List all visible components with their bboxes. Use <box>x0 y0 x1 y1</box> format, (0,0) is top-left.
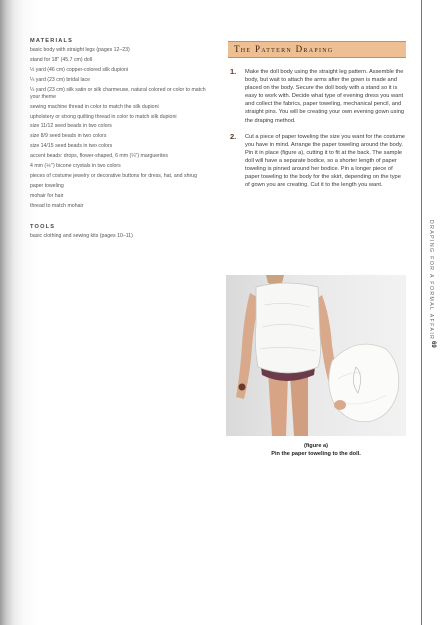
tools-heading: TOOLS <box>30 223 56 230</box>
materials-item: 4 mm (⅙") bicone crystals in two colors <box>30 163 121 170</box>
materials-item: pieces of costume jewelry or decorative buttons for dress, hat, and shrug <box>30 173 197 180</box>
steps-list <box>228 68 406 189</box>
materials-item: thread to match mohair <box>30 203 84 210</box>
materials-item: ¼ yard (23 cm) bridal lace <box>30 76 90 83</box>
step-text: Cut a piece of paper toweling the size you want for the costume you have in mind. Arrange the paper toweling around the body. Pin it in place (figure a), cutting it to fit at the back. The sample doll will have a separate bodice, so a shorter length of paper toweling is pinned around her bodice. Pin a longer piece of paper toweling to the body for the skirt, depending on the type of gown you are creating. Cut it to the length you want. <box>245 133 405 189</box>
step-number: 2. <box>230 131 237 141</box>
materials-item: accent beads: drops, flower-shaped, 6 mm (¼") marguerites <box>30 153 168 160</box>
page-number: 69 <box>430 341 436 348</box>
step-number: 1. <box>230 67 237 76</box>
materials-item: size 11/12 seed beads in two colors <box>30 123 112 130</box>
pattern-column <box>228 41 406 197</box>
materials-item: sewing machine thread in color to match the silk dupioni <box>30 103 159 110</box>
doll-bracelet <box>239 384 246 391</box>
materials-item: paper toweling <box>30 183 64 190</box>
materials-item: mohair for hair <box>30 193 64 200</box>
materials-item: stand for 18" (45.7 cm) doll <box>30 56 93 63</box>
materials-column <box>30 38 210 243</box>
figure-label: (figure a) <box>304 443 328 449</box>
tools-item: basic clothing and sewing kits (pages 10–11) <box>30 232 133 239</box>
materials-item: ¼ yard (23 cm) silk satin or silk charmeuse, natural colored or color to match your theme <box>30 86 206 100</box>
step-item <box>228 133 406 190</box>
materials-item: size 14/15 seed beads in two colors <box>30 143 113 150</box>
step-item <box>228 68 406 125</box>
figure-caption: Pin the paper toweling to the doll. <box>271 451 361 457</box>
materials-item: upholstery or strong quilting thread in color to match silk dupioni <box>30 113 177 120</box>
step-text: Make the doll body using the straight leg pattern. Assemble the body, but wait to attach the arms after the gown is made and placed on the body. Secure the doll body with a stand so it is easy to work with. Decide what type of evening dress you want and collect the fabrics, paper toweling, mechanical pencil, and straight pins. You will be creating your own evening gown using the draping method. <box>245 69 405 124</box>
running-head: DRAPING FOR A FORMAL AFFAIR <box>428 220 434 341</box>
materials-heading: MATERIALS <box>30 38 74 44</box>
paper-toweling-sheet <box>329 344 399 422</box>
materials-item: ½ yard (46 cm) copper-colored silk dupioni <box>30 66 129 73</box>
doll-photo-illustration <box>226 275 406 436</box>
tools-list <box>30 233 210 240</box>
margin-rule <box>421 0 422 625</box>
materials-item: size 8/9 seed beads in two colors <box>30 133 107 140</box>
doll-hand <box>334 400 346 410</box>
figure-photo <box>226 275 406 436</box>
doll-right-leg <box>290 371 308 436</box>
materials-list <box>30 47 210 210</box>
materials-item: basic body with straight legs (pages 12–23) <box>30 47 130 53</box>
section-banner: The Pattern Draping <box>228 41 406 58</box>
